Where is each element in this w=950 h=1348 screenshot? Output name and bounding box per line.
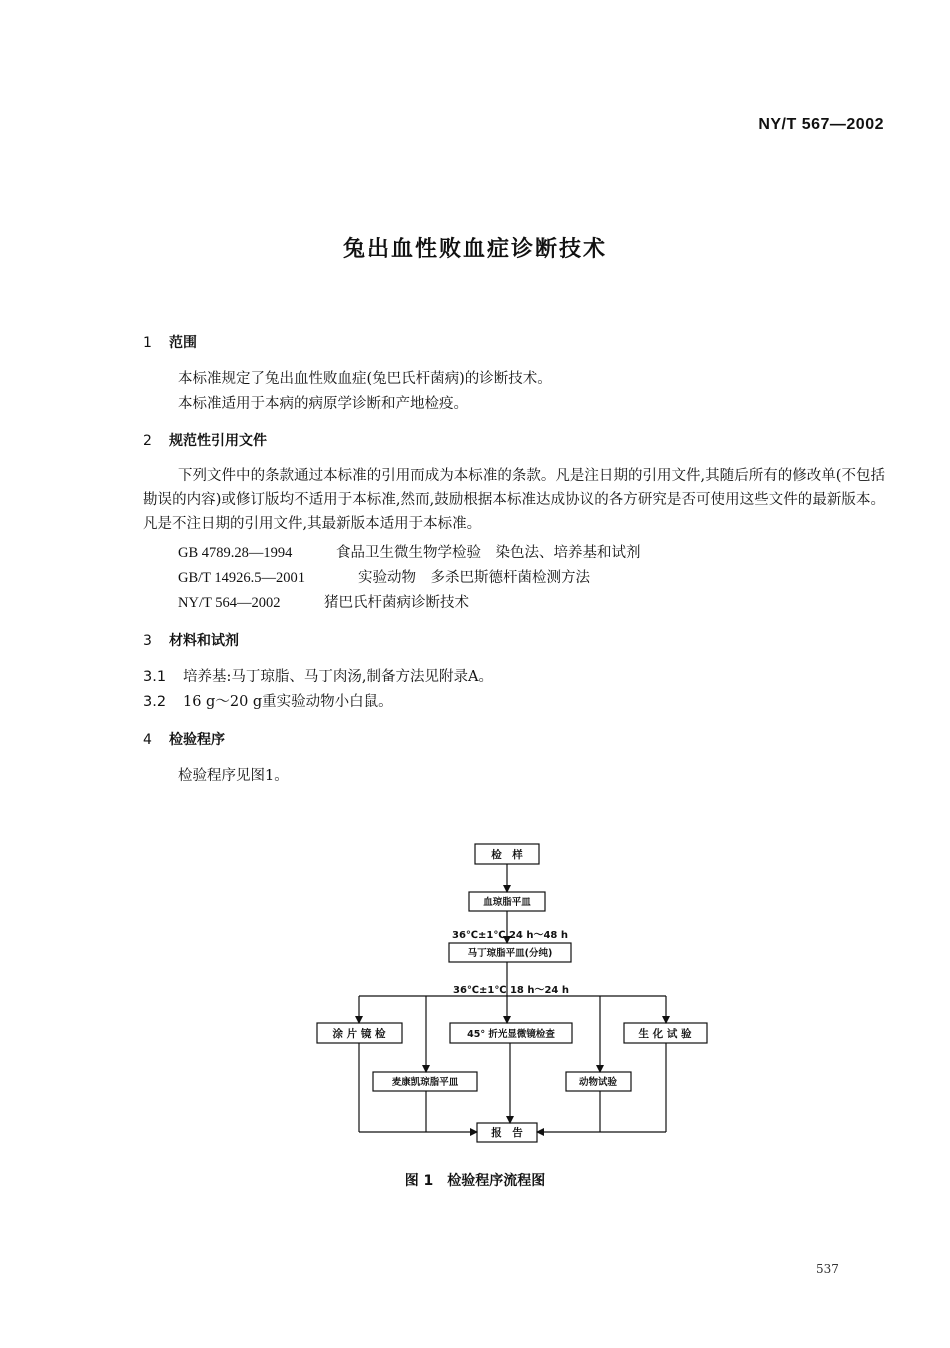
figure-caption: 图 1 检验程序流程图 bbox=[404, 1173, 546, 1189]
node-animal: 动物试验 bbox=[578, 1077, 618, 1088]
clause-number: 3.1 bbox=[143, 669, 167, 685]
section-title: 范围 bbox=[169, 335, 197, 351]
reference-code: GB/T 14926.5—2001 bbox=[178, 570, 306, 586]
section-title: 规范性引用文件 bbox=[169, 433, 267, 449]
section-2-paragraph: 下列文件中的条款通过本标准的引用而成为本标准的条款。凡是注日期的引用文件,其随后所有的修改单(不包括勘误的内容)或修订版均不适用于本标准,然而,鼓励根据本标准达成协议的各方研究是否可使用这些文件的最新版本。凡是不注日期的引用文件,其最新版本适用于本标准。 bbox=[143, 468, 885, 532]
section-1-line-2: 本标准适用于本病的病原学诊断和产地检疫。 bbox=[178, 396, 468, 412]
section-4-line: 检验程序见图1。 bbox=[178, 768, 289, 784]
node-martin-agar: 马丁琼脂平皿(分纯) bbox=[467, 948, 553, 959]
reference-code: GB 4789.28—1994 bbox=[178, 545, 293, 561]
section-number: 1 bbox=[143, 335, 152, 351]
page-number: 537 bbox=[816, 1262, 839, 1276]
clause-number: 3.2 bbox=[143, 694, 167, 710]
standard-number: NY/T 567—2002 bbox=[758, 116, 884, 133]
reference-code: NY/T 564—2002 bbox=[178, 595, 281, 611]
section-1-line-1: 本标准规定了兔出血性败血症(兔巴氏杆菌病)的诊断技术。 bbox=[178, 371, 552, 387]
reference-title: 实验动物 多杀巴斯德杆菌检测方法 bbox=[358, 570, 590, 586]
node-refraction: 45° 折光显微镜检查 bbox=[467, 1029, 555, 1040]
node-sample: 检 样 bbox=[491, 849, 523, 861]
section-number: 2 bbox=[143, 433, 152, 449]
clause-text: 培养基:马丁琼脂、马丁肉汤,制备方法见附录A。 bbox=[183, 669, 493, 685]
document-title: 兔出血性败血症诊断技术 bbox=[342, 237, 607, 262]
node-blood-agar: 血琼脂平皿 bbox=[483, 897, 531, 908]
section-title: 检验程序 bbox=[169, 732, 225, 748]
node-biochem: 生 化 试 验 bbox=[638, 1028, 692, 1040]
node-smear: 涂 片 镜 检 bbox=[332, 1028, 386, 1040]
incubation-label-2: 36℃±1℃ 18 h～24 h bbox=[453, 985, 569, 996]
node-maconkey: 麦康凯琼脂平皿 bbox=[391, 1077, 459, 1088]
section-number: 4 bbox=[143, 732, 152, 748]
section-title: 材料和试剂 bbox=[169, 633, 239, 649]
section-number: 3 bbox=[143, 633, 152, 649]
clause-text: 16 g～20 g重实验动物小白鼠。 bbox=[183, 694, 393, 710]
reference-title: 猪巴氏杆菌病诊断技术 bbox=[324, 595, 469, 611]
incubation-label-1: 36℃±1℃ 24 h～48 h bbox=[452, 930, 568, 941]
node-report: 报 告 bbox=[491, 1127, 523, 1139]
reference-title: 食品卫生微生物学检验 染色法、培养基和试剂 bbox=[336, 545, 641, 561]
